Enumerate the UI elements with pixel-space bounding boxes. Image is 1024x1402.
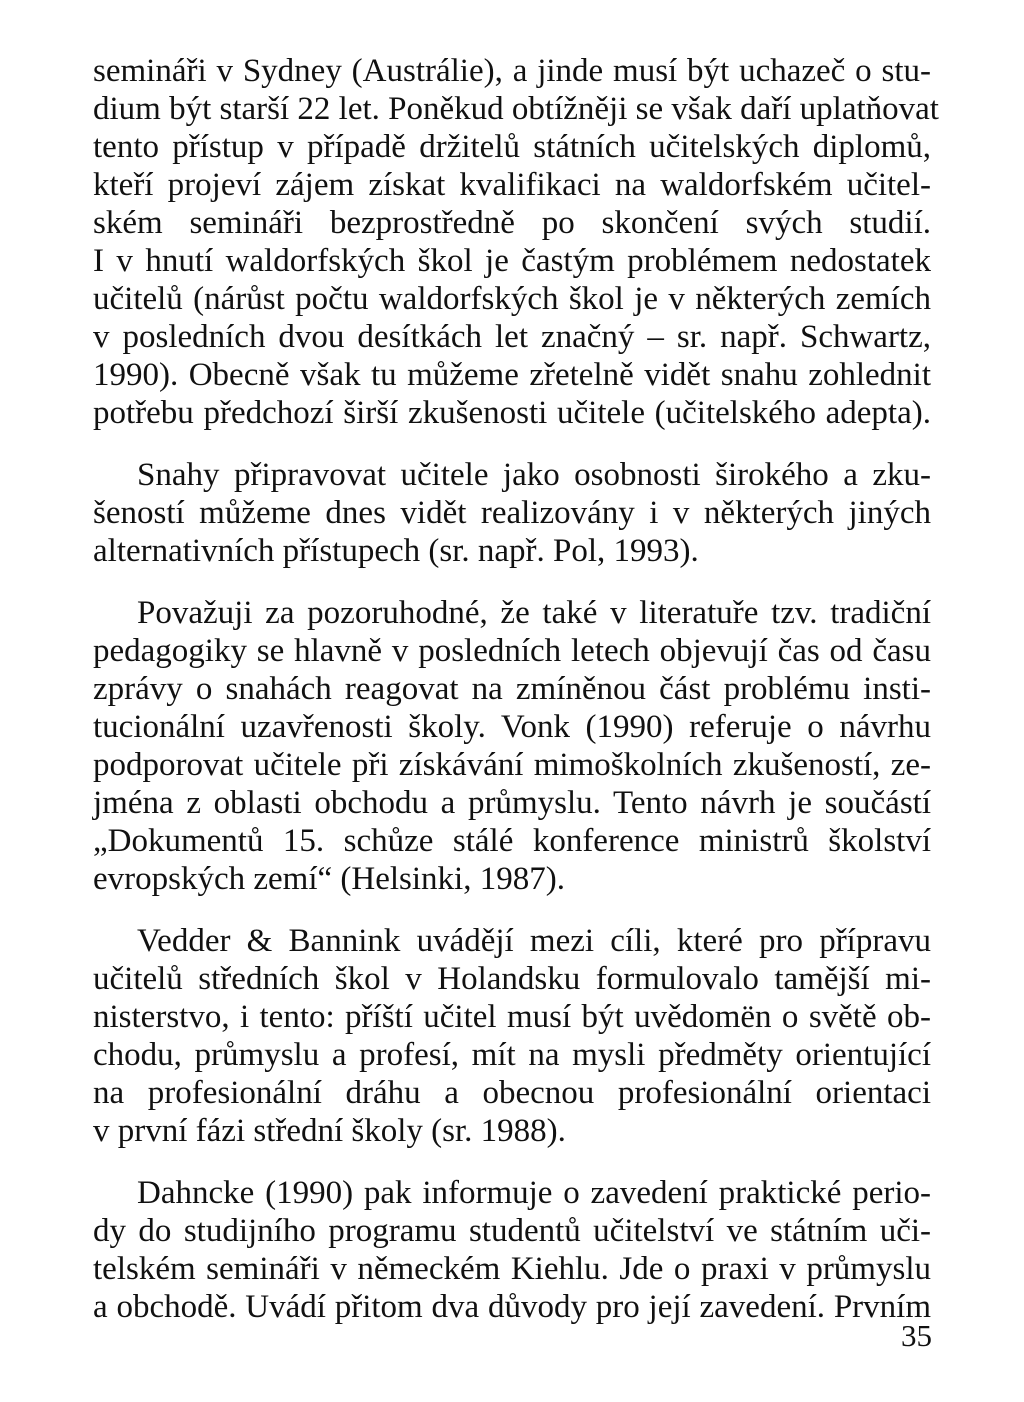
text-line: na profesionální dráhu a obecnou profesionální orientaci (93, 1075, 931, 1111)
paragraph-3 (93, 594, 931, 898)
text-line: alternativních přístupech (sr. např. Pol, 1993). (93, 533, 699, 569)
text-line: zprávy o snahách reagovat na zmíněnou část problému insti- (93, 671, 931, 707)
text-line: tucionální uzavřenosti školy. Vonk (1990) referuje o návrhu (93, 709, 931, 745)
text-line: chodu, průmyslu a profesí, mít na mysli předměty orientující (93, 1037, 931, 1073)
text-line: učitelů středních škol v Holandsku formulovalo tamější mi- (93, 961, 931, 997)
text-line: dy do studijního programu studentů učitelství ve státním uči- (93, 1213, 931, 1249)
paragraph-4 (93, 922, 931, 1150)
text-line: šeností můžeme dnes vidět realizovány i v některých jiných (93, 495, 931, 531)
text-line: kteří projeví zájem získat kvalifikaci na waldorfském učitel- (93, 167, 931, 203)
text-line: podporovat učitele při získávání mimoškolních zkušeností, ze- (93, 747, 931, 783)
text-line: semináři v Sydney (Austrálie), a jinde musí být uchazeč o stu- (93, 53, 931, 89)
text-line: v posledních dvou desítkách let značný – sr. např. Schwartz, (93, 319, 931, 355)
text-line: v první fázi střední školy (sr. 1988). (93, 1113, 566, 1149)
text-line: a obchodě. Uvádí přitom dva důvody pro její zavedení. Prvním (93, 1289, 931, 1325)
text-line: nisterstvo, i tento: příští učitel musí být uvědomën o světě ob- (93, 999, 931, 1035)
text-line: telském semináři v německém Kiehlu. Jde o praxi v průmyslu (93, 1251, 931, 1287)
text-line: Považuji za pozoruhodné, že také v literatuře tzv. tradiční (137, 595, 931, 631)
paragraph-2 (93, 456, 931, 570)
text-line: Vedder & Bannink uvádějí mezi cíli, které pro přípravu (137, 923, 931, 959)
text-line: tento přístup v případě držitelů státních učitelských diplomů, (93, 129, 931, 165)
text-line: ském semináři bezprostředně po skončení svých studií. (93, 205, 931, 241)
text-line: evropských zemí“ (Helsinki, 1987). (93, 861, 565, 897)
page-number: 35 (901, 1318, 932, 1353)
text-line: dium být starší 22 let. Poněkud obtížněji se však daří uplatňovat (93, 91, 939, 127)
text-line: jména z oblasti obchodu a průmyslu. Tento návrh je součástí (93, 785, 931, 821)
text-line: pedagogiky se hlavně v posledních letech objevují čas od času (93, 633, 931, 669)
text-line: I v hnutí waldorfských škol je častým problémem nedostatek (93, 243, 931, 279)
text-line: učitelů (nárůst počtu waldorfských škol je v některých zemích (93, 281, 931, 317)
text-line: Dahncke (1990) pak informuje o zavedení praktické perio- (137, 1175, 931, 1211)
document-page (93, 52, 939, 1350)
text-line: Snahy připravovat učitele jako osobnosti širokého a zku- (137, 457, 931, 493)
text-line: potřebu předchozí širší zkušenosti učitele (učitelského adepta). (93, 395, 931, 431)
paragraph-1 (93, 52, 939, 432)
paragraph-5 (93, 1174, 931, 1326)
text-line: „Dokumentů 15. schůze stálé konference ministrů školství (93, 823, 931, 859)
text-line: 1990). Obecně však tu můžeme zřetelně vidět snahu zohlednit (93, 357, 931, 393)
